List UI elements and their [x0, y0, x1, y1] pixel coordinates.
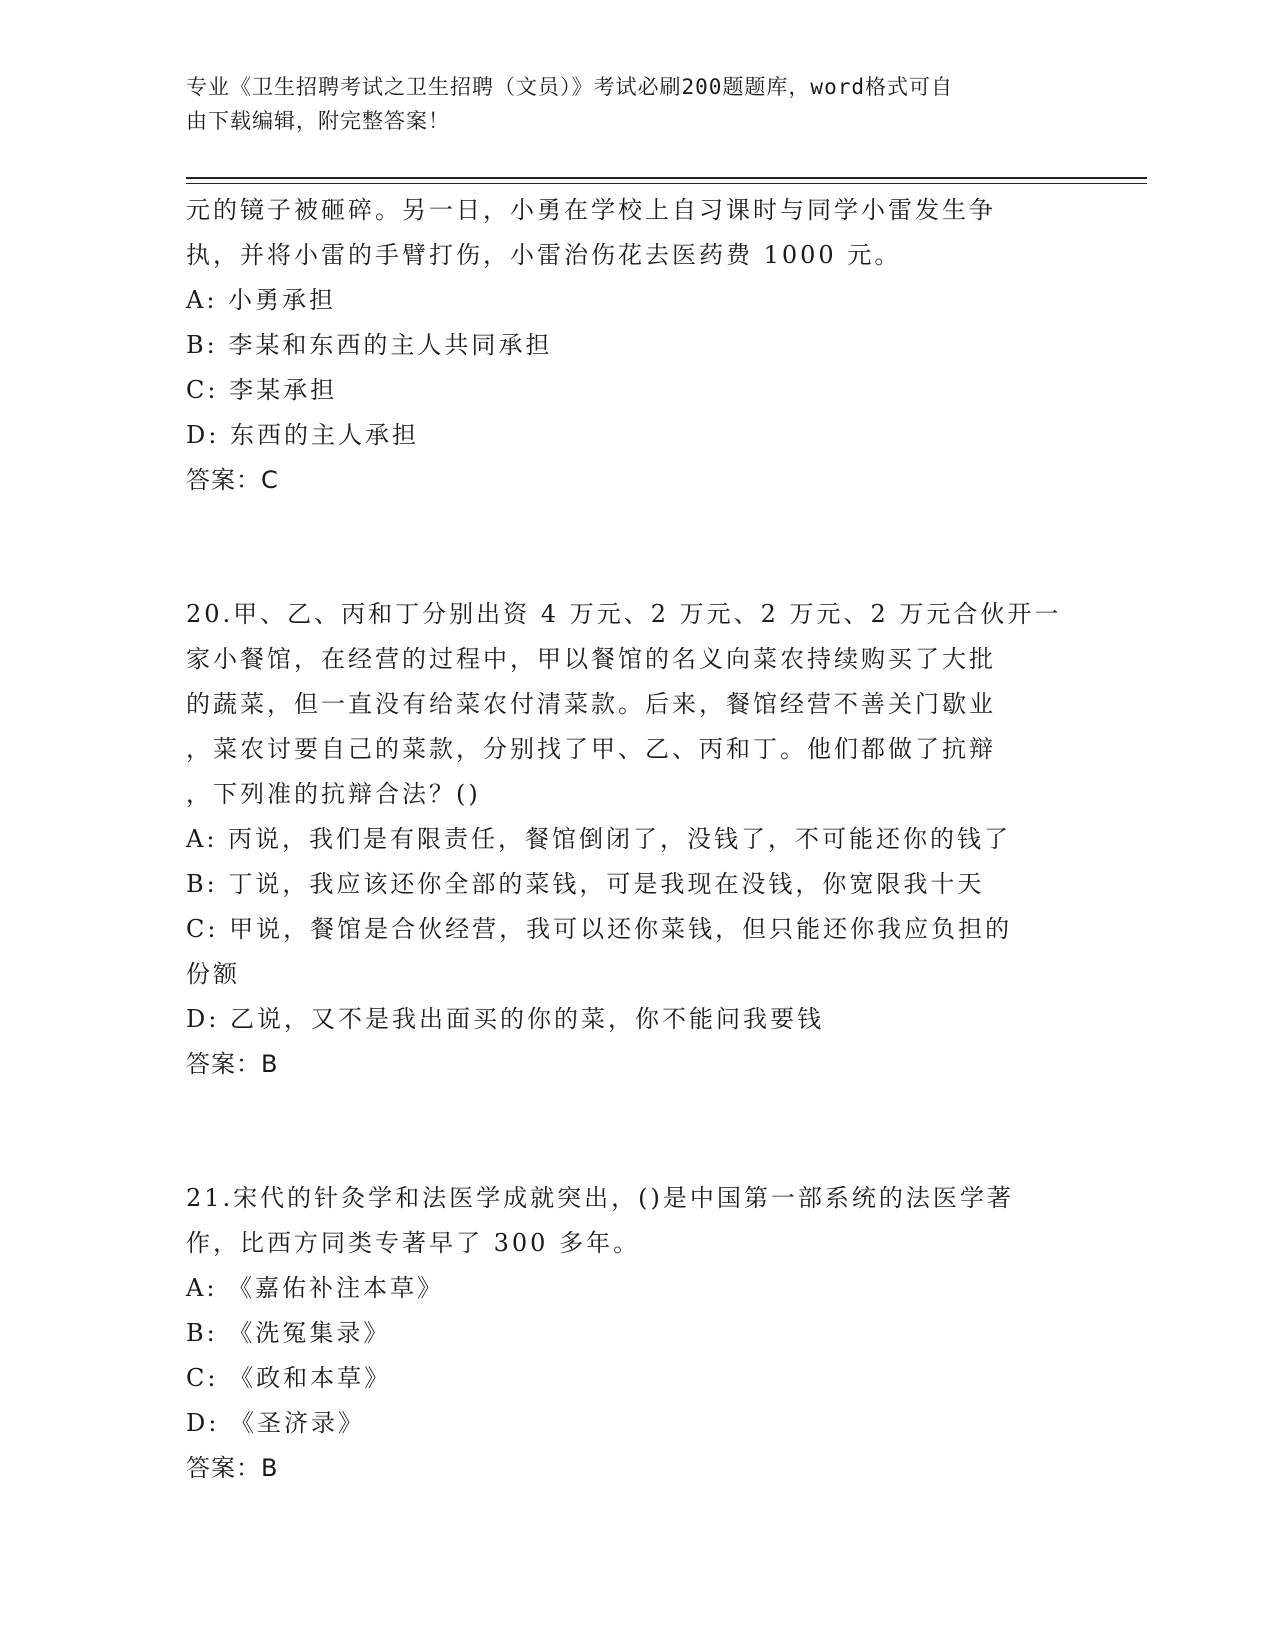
header-rule-thin: [186, 183, 1147, 184]
question-stem-line: ，菜农讨要自己的菜款，分别找了甲、乙、丙和丁。他们都做了抗辩: [186, 735, 996, 763]
answer-line: 答案：B: [186, 1050, 279, 1078]
option-c: C: 《政和本草》: [186, 1364, 392, 1392]
option-b: B: 《洗冤集录》: [186, 1319, 391, 1347]
option-a: A: 小勇承担: [186, 286, 337, 314]
option-c: C: 李某承担: [186, 376, 338, 404]
header-rule-thick: [186, 177, 1147, 179]
header-line-1: 专业《卫生招聘考试之卫生招聘（文员）》考试必刷200题题库，word格式可自: [186, 75, 953, 99]
option-c: C: 甲说，餐馆是合伙经营，我可以还你菜钱，但只能还你我应负担的: [186, 915, 1013, 943]
document-body: [186, 188, 1086, 1491]
question-stem-line: 的蔬菜，但一直没有给菜农付清菜款。后来，餐馆经营不善关门歇业: [186, 690, 996, 718]
option-b: B: 丁说，我应该还你全部的菜钱，可是我现在没钱，你宽限我十天: [186, 870, 985, 898]
question-stem-line: 21.宋代的针灸学和法医学成就突出，()是中国第一部系统的法医学著: [186, 1184, 1014, 1212]
question-gap: [186, 1087, 1086, 1176]
question-19: [186, 188, 1086, 503]
question-21: [186, 1176, 1086, 1491]
option-b: B: 李某和东西的主人共同承担: [186, 331, 553, 359]
option-a: A: 丙说，我们是有限责任，餐馆倒闭了，没钱了，不可能还你的钱了: [186, 825, 1012, 853]
option-c-continued: 份额: [186, 960, 240, 988]
document-header: [186, 70, 1066, 138]
option-d: D: 乙说，又不是我出面买的你的菜，你不能问我要钱: [186, 1005, 824, 1033]
question-stem-line: 元的镜子被砸碎。另一日，小勇在学校上自习课时与同学小雷发生争: [186, 196, 996, 224]
answer-line: 答案：C: [186, 466, 279, 494]
option-a: A: 《嘉佑补注本草》: [186, 1274, 445, 1302]
question-20: [186, 592, 1086, 1087]
question-stem-line: 作，比西方同类专著早了 300 多年。: [186, 1229, 641, 1257]
option-d: D: 东西的主人承担: [186, 421, 419, 449]
header-line-2: 由下载编辑，附完整答案！: [186, 109, 450, 133]
question-stem-line: 执，并将小雷的手臂打伤，小雷治伤花去医药费 1000 元。: [186, 241, 902, 269]
question-stem-line: 20.甲、乙、丙和丁分别出资 4 万元、2 万元、2 万元、2 万元合伙开一: [186, 600, 1062, 628]
question-gap: [186, 503, 1086, 592]
question-stem-line: ，下列准的抗辩合法？(): [186, 780, 481, 808]
option-d: D: 《圣济录》: [186, 1409, 365, 1437]
answer-line: 答案：B: [186, 1454, 279, 1482]
question-stem-line: 家小餐馆，在经营的过程中，甲以餐馆的名义向菜农持续购买了大批: [186, 645, 996, 673]
